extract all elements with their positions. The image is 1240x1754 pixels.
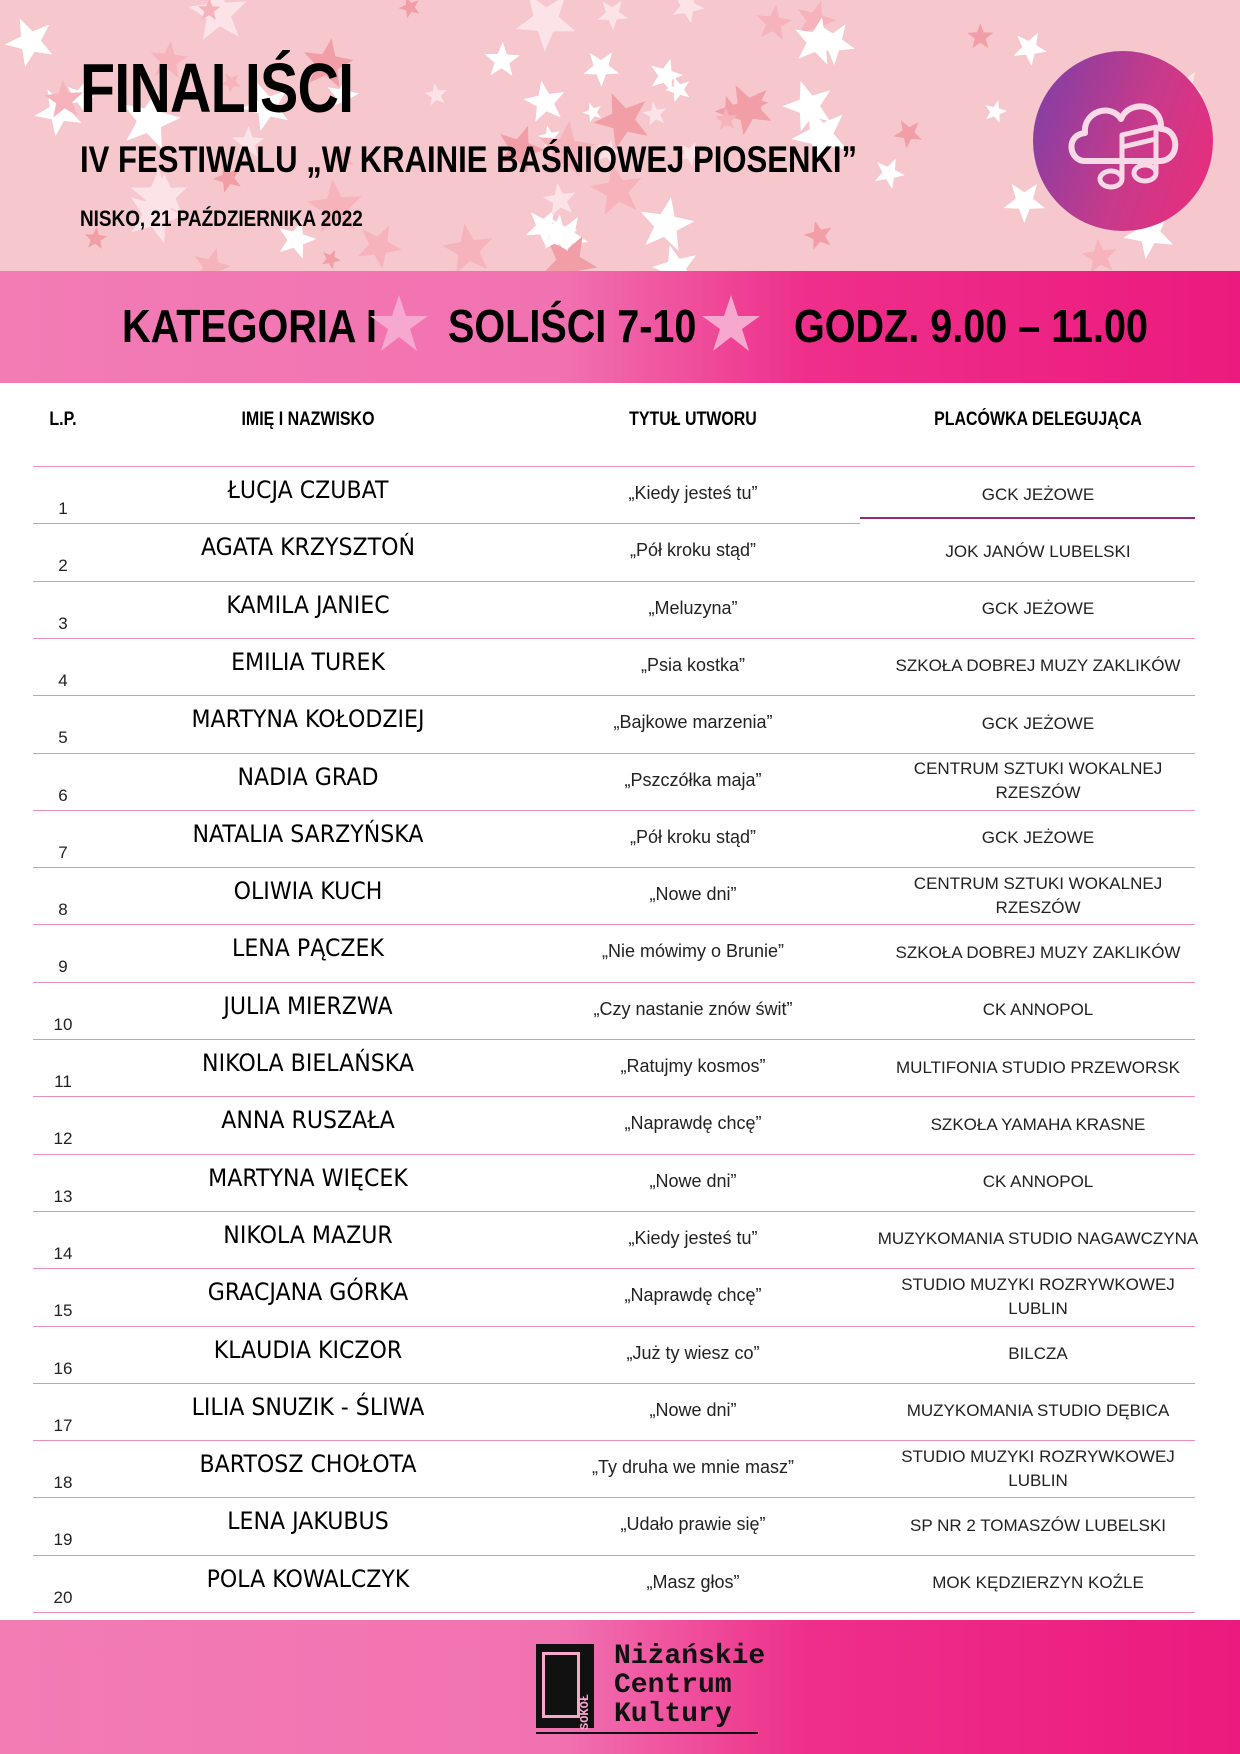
finalist-name: MARTYNA KOŁODZIEJ [191,705,425,734]
row-number: 6 [58,785,68,805]
table-row [33,638,1195,695]
delegating-institution: SZKOŁA DOBREJ MUZY ZAKLIKÓW [895,942,1181,962]
category-banner [0,271,1240,383]
category-label: KATEGORIA I [122,300,377,352]
finalist-name: LILIA SNUZIK - ŚLIWA [191,1392,425,1421]
song-title: „Psia kostka” [640,654,746,675]
row-number: 9 [58,957,68,977]
star-icon [368,293,430,355]
row-number: 11 [54,1072,72,1091]
row-number: 15 [53,1301,73,1321]
decorative-star [195,248,231,271]
column-header-institution: PLACÓWKA DELEGUJĄCA [934,409,1142,430]
nck-logo-underline [536,1732,758,1734]
finalist-name: KAMILA JANIEC [226,590,390,619]
delegating-institution: MOK KĘDZIERZYN KOŹLE [932,1573,1144,1593]
delegating-institution: GCK JEŻOWE [981,713,1095,733]
row-number: 2 [58,556,68,576]
delegating-institution: SZKOŁA YAMAHA KRASNE [930,1114,1146,1134]
finalist-name: MARTYNA WIĘCEK [208,1163,408,1192]
delegating-institution: BILCZA [1008,1344,1068,1363]
finalist-name: NIKOLA MAZUR [223,1220,393,1249]
decorative-star [642,102,666,126]
table-row [33,1211,1199,1268]
finalist-name: GRACJANA GÓRKA [207,1278,409,1307]
row-number: 16 [53,1358,73,1378]
row-number: 19 [53,1530,73,1550]
delegating-institution: SZKOŁA DOBREJ MUZY ZAKLIKÓW [895,656,1181,676]
table-row [33,1268,1195,1325]
decorative-star [893,120,921,148]
decorative-star [358,225,402,269]
decorative-star [597,1,628,31]
delegating-institution: SP NR 2 TOMASZÓW LUBELSKI [909,1515,1167,1535]
column-header-title: TYTUŁ UTWORU [629,409,757,430]
table-row [33,1096,1195,1153]
decorative-star [804,221,832,250]
table-row [33,695,1195,752]
song-title: „Czy nastanie znów świt” [593,998,793,1019]
page-title: FINALIŚCI [80,49,354,127]
decorative-star [985,100,1007,123]
song-title: „Nowe dni” [649,1170,737,1191]
nck-logo-mark [536,1644,594,1728]
row-number: 17 [53,1415,73,1435]
delegating-institution: CENTRUM SZTUKI WOKALNEJ RZESZÓW [913,873,1163,917]
festival-subtitle: IV FESTIWALU „W KRAINIE BAŚNIOWEJ PIOSENKI” [80,139,858,180]
song-title: „Pół kroku stąd” [629,540,757,561]
table-row [33,1383,1195,1440]
song-title: „Ty druha we mnie masz” [591,1457,795,1478]
column-header-name: IMIĘ I NAZWISKO [241,409,375,430]
delegating-institution: CENTRUM SZTUKI WOKALNEJ RZESZÓW [913,759,1163,802]
group-label: SOLIŚCI 7-10 [448,300,697,352]
decorative-star [875,159,905,189]
decorative-star [721,85,771,135]
row-number: 14 [53,1243,73,1263]
nck-logo-line-1: Niżańskie [614,1641,766,1672]
column-header-number: L.P. [49,409,77,430]
place-date: NISKO, 21 PAŹDZIERNIKA 2022 [80,206,363,231]
delegating-institution: GCK JEŻOWE [981,828,1095,848]
time-label: GODZ. 9.00 – 11.00 [794,300,1149,352]
song-title: „Już ty wiesz co” [626,1342,760,1363]
table-row [33,1326,1195,1383]
table-row [33,1039,1195,1096]
table-row [33,753,1195,810]
table-row [33,867,1195,924]
table-row [33,523,1195,580]
table-row [33,982,1195,1039]
table-row [33,1555,1195,1612]
finalist-name: LENA PĄCZEK [232,934,384,963]
song-title: „Bajkowe marzenia” [613,712,773,733]
delegating-institution: MUZYKOMANIA STUDIO NAGAWCZYNA [877,1229,1199,1249]
song-title: „Udało prawie się” [620,1514,766,1535]
song-title: „Masz głos” [646,1571,740,1592]
decorative-star [757,5,793,40]
table-row [33,466,1195,523]
header [0,0,1240,271]
finalist-name: KLAUDIA KICZOR [213,1335,403,1364]
row-number: 12 [53,1129,73,1149]
song-title: „Naprawdę chcę” [624,1113,762,1134]
finalist-name: EMILIA TUREK [231,647,385,676]
row-number: 5 [58,728,68,748]
decorative-star [523,81,564,122]
decorative-star [967,23,993,48]
table-row [33,810,1195,867]
table-row [33,581,1195,638]
decorative-star [442,224,492,271]
finalist-name: POLA KOWALCZYK [206,1564,410,1593]
delegating-institution: STUDIO MUZYKI ROZRYWKOWEJ LUBLIN [901,1446,1175,1490]
decorative-star [641,197,695,251]
finalist-name: OLIWIA KUCH [233,877,383,906]
row-number: 4 [58,670,68,690]
decorative-star [543,183,576,216]
table-row [33,924,1195,981]
row-number: 3 [58,613,68,633]
decorative-star [322,250,341,269]
row-divider [33,1612,1195,1613]
delegating-institution: MUZYKOMANIA STUDIO DĘBICA [906,1401,1170,1421]
row-number: 7 [58,842,68,862]
row-number: 20 [53,1587,73,1607]
delegating-institution: CK ANNOPOL [982,1000,1094,1020]
nck-logo-line-2: Centrum [614,1670,732,1701]
delegating-institution: MULTIFONIA STUDIO PRZEWORSK [896,1057,1180,1077]
song-title: „Naprawdę chcę” [624,1285,762,1306]
decorative-star [189,0,247,40]
song-title: „Kiedy jesteś tu” [628,483,758,503]
decorative-star [399,0,420,18]
footer [0,1620,1240,1754]
decorative-star [583,103,602,122]
finalist-name: NIKOLA BIELAŃSKA [202,1049,414,1077]
decorative-star [425,83,447,105]
song-title: „Nowe dni” [649,884,737,905]
finalist-name: NATALIA SARZYŃSKA [192,819,424,848]
song-title: „Kiedy jesteś tu” [628,1227,758,1248]
finalist-name: ANNA RUSZAŁA [221,1106,395,1135]
row-number: 8 [58,900,68,920]
decorative-star [583,53,619,87]
delegating-institution: GCK JEŻOWE [981,484,1095,504]
star-icon [700,293,762,355]
finalist-name: JULIA MIERZWA [223,991,393,1020]
song-title: „Ratujmy kosmos” [620,1056,766,1076]
song-title: „Pszczółka maja” [624,769,762,790]
delegating-institution: STUDIO MUZYKI ROZRYWKOWEJ LUBLIN [901,1274,1175,1318]
song-title: „Nowe dni” [649,1399,737,1420]
decorative-star [652,245,696,271]
table-row [33,1154,1195,1211]
cloud-music-note-icon [1033,51,1213,231]
decorative-star [1082,239,1117,271]
table-row [33,1440,1195,1497]
row-number: 10 [53,1014,73,1034]
nck-logo-mark-text: SOKÓŁ [578,1693,592,1730]
row-accent-line [860,517,1195,519]
decorative-star [5,19,53,67]
delegating-institution: GCK JEŻOWE [981,599,1095,619]
decorative-star [485,42,520,76]
song-title: „Meluzyna” [648,597,738,618]
row-number: 18 [53,1473,73,1493]
delegating-institution: JOK JANÓW LUBELSKI [945,541,1131,561]
decorative-star [673,0,705,23]
song-title: „Pół kroku stąd” [629,826,757,847]
song-title: „Nie mówimy o Brunie” [601,941,785,962]
finalist-name: NADIA GRAD [237,762,379,791]
finalist-name: LENA JAKUBUS [227,1507,389,1536]
row-number: 1 [58,499,68,518]
row-number: 13 [53,1186,73,1206]
nck-logo-line-3: Kultury [614,1699,732,1730]
finalist-name: BARTOSZ CHOŁOTA [199,1450,417,1479]
delegating-institution: CK ANNOPOL [982,1172,1094,1192]
table-row [33,1497,1195,1554]
finalist-name: ŁUCJA CZUBAT [227,476,389,504]
decorative-star [516,0,576,52]
finalist-name: AGATA KRZYSZTOŃ [200,533,416,562]
